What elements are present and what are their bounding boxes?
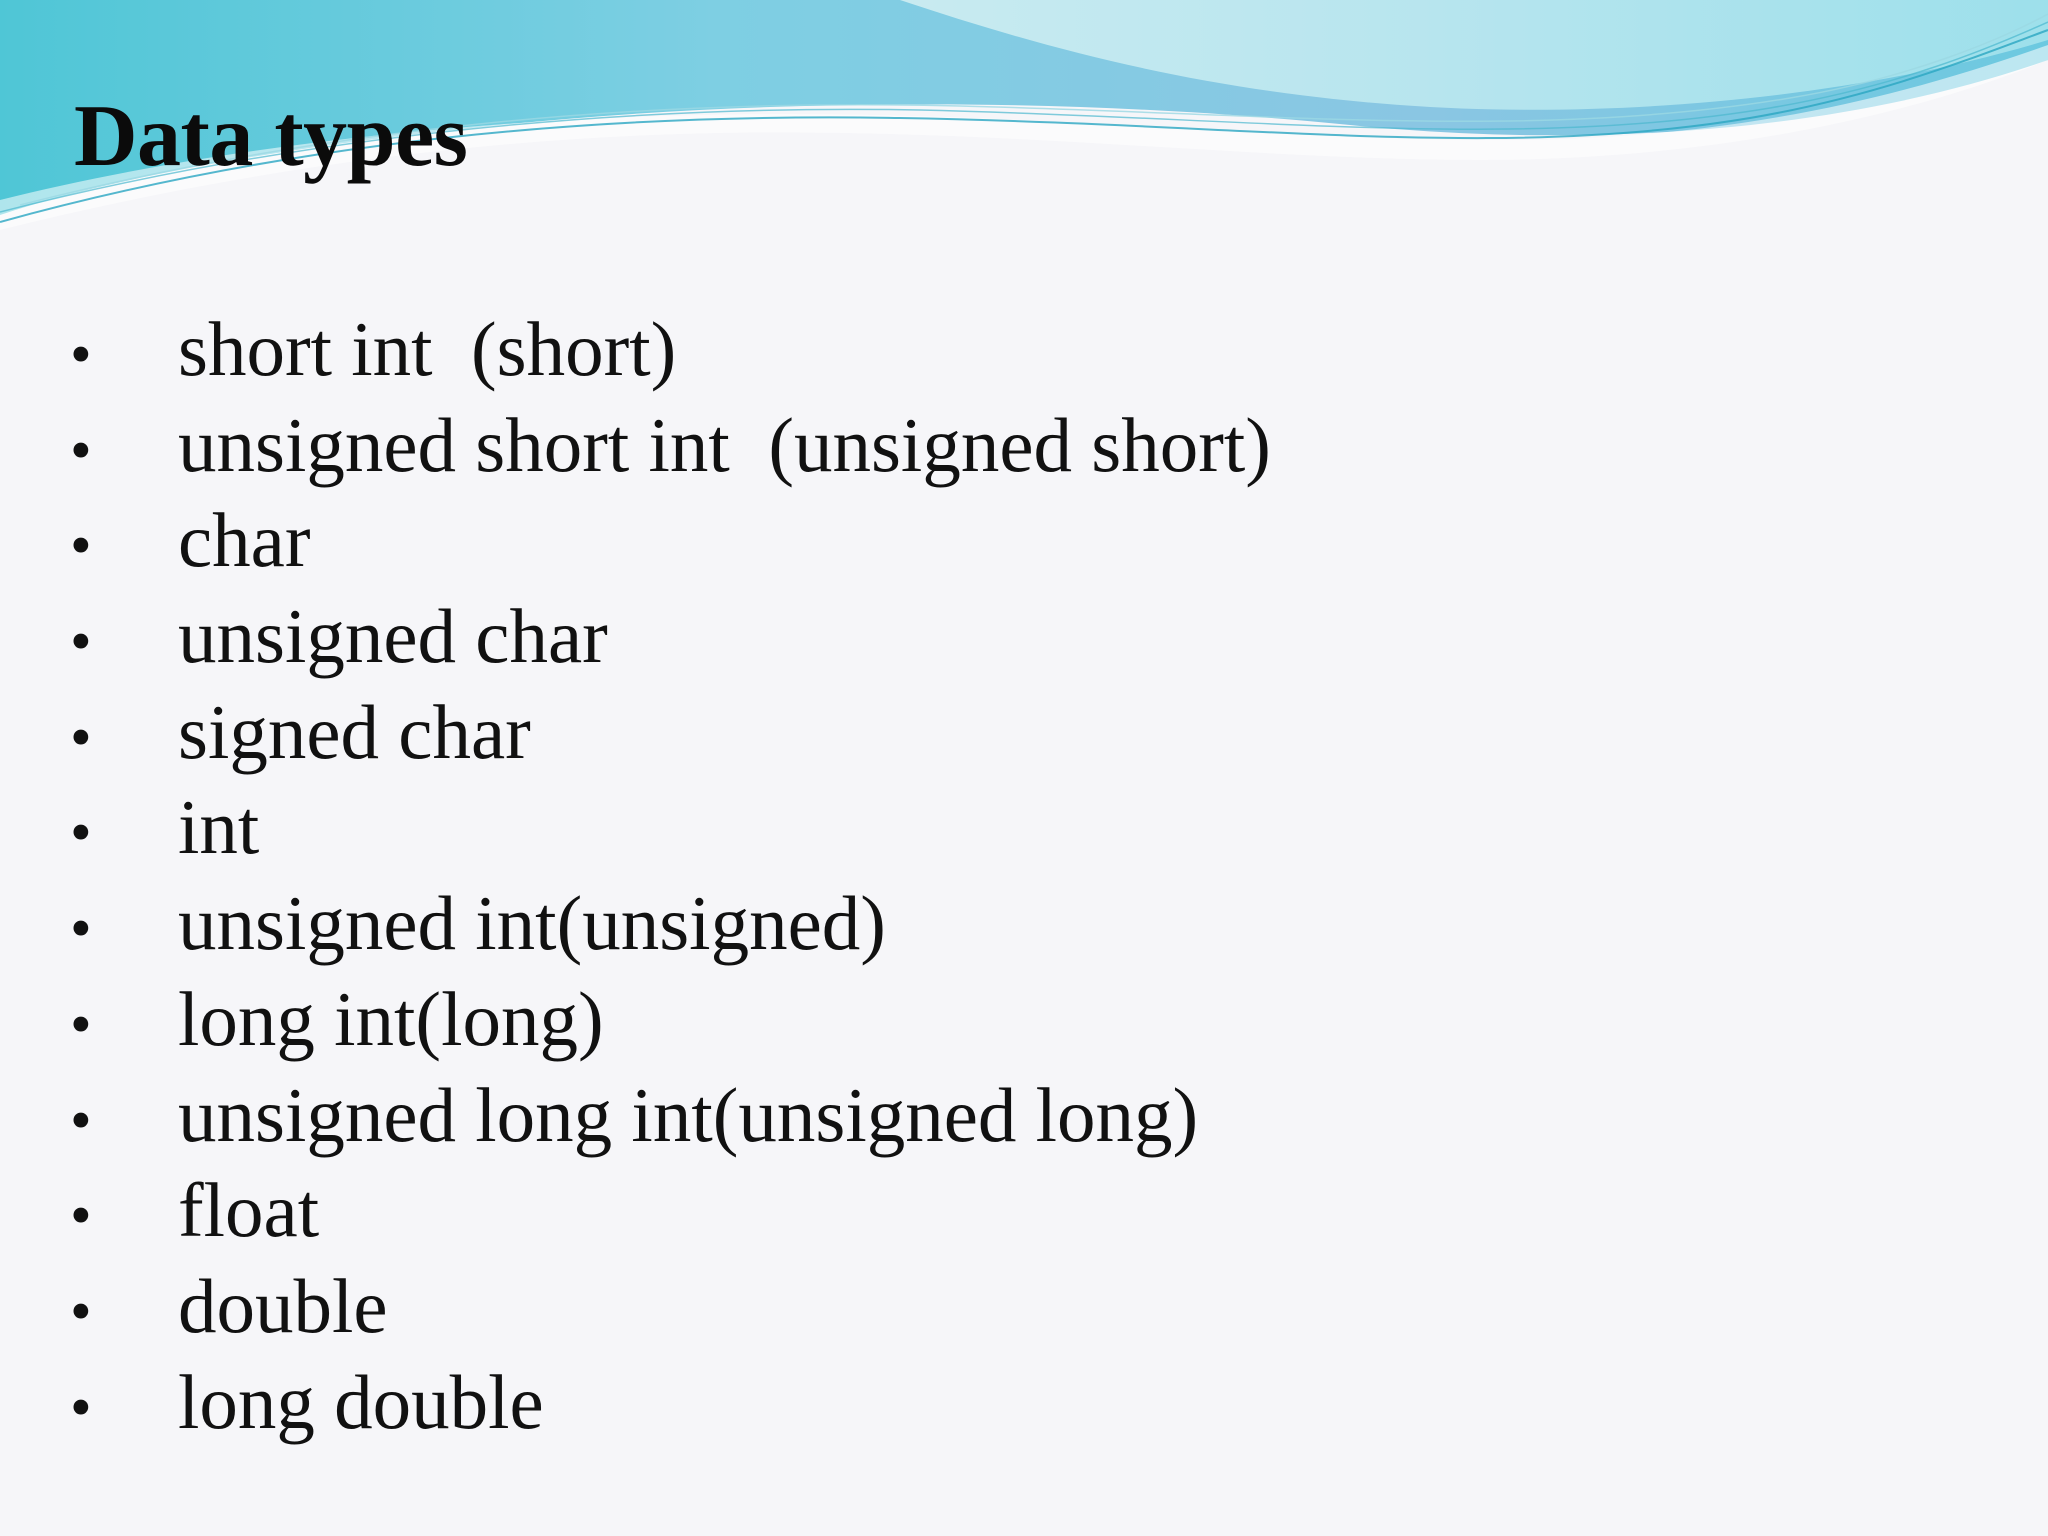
list-item: [70, 302, 1970, 398]
list-item-text: unsigned long int(unsigned long): [178, 1071, 1199, 1158]
list-item-text: unsigned int(unsigned): [178, 880, 886, 967]
bullet-icon: •: [70, 799, 92, 868]
list-item-text: unsigned short int (unsigned short): [178, 401, 1271, 488]
list-item-text: long int(long): [178, 975, 604, 1062]
list-item-text: unsigned char: [178, 593, 608, 680]
bullet-icon: •: [70, 990, 92, 1059]
bullet-icon: •: [70, 321, 92, 389]
list-item: [70, 1355, 1970, 1451]
list-item: [70, 685, 1970, 781]
bullet-icon: •: [70, 416, 92, 485]
data-types-list: [70, 302, 1970, 1450]
bullet-icon: •: [70, 512, 92, 581]
bullet-icon: •: [70, 703, 92, 772]
list-item: [70, 876, 1970, 972]
list-item-text: int: [178, 784, 260, 871]
list-item: [70, 1163, 1970, 1259]
list-item-text: signed char: [178, 688, 531, 775]
bullet-icon: •: [70, 1373, 92, 1442]
list-item: [70, 589, 1970, 685]
bullet-icon: •: [70, 1277, 92, 1346]
list-item-text: double: [178, 1262, 388, 1349]
list-item-text: char: [178, 497, 311, 584]
bullet-icon: •: [70, 1182, 92, 1251]
list-item-text: long double: [178, 1358, 544, 1445]
bullet-icon: •: [70, 608, 92, 677]
list-item: [70, 398, 1970, 494]
bullet-icon: •: [70, 1086, 92, 1155]
list-item-text: float: [178, 1167, 320, 1254]
list-item: [70, 1259, 1970, 1355]
slide-title: Data types: [74, 88, 468, 185]
bullet-icon: •: [70, 895, 92, 964]
list-item-text: short int (short): [178, 306, 677, 392]
list-item: [70, 972, 1970, 1068]
list-item: [70, 493, 1970, 589]
list-item: [70, 780, 1970, 876]
list-item: [70, 1068, 1970, 1164]
